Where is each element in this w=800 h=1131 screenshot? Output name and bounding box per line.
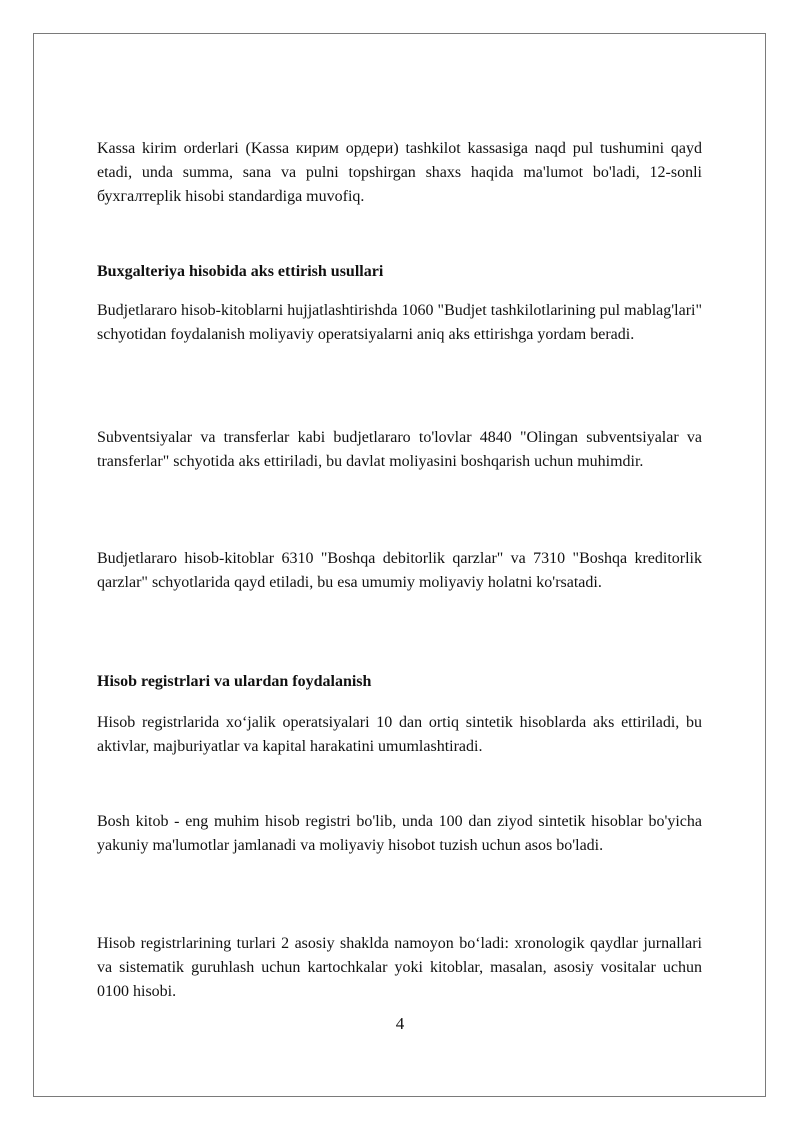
paragraph-budjetlararo-6310: Budjetlararo hisob-kitoblar 6310 "Boshqa debitorlik qarzlar" va 7310 "Boshqa kreditorlik qarzlar" schyotlarida qayd etiladi, bu esa umumiy moliyaviy holatni ko'rsatadi. <box>97 550 702 591</box>
paragraph-subventsiyalar: Subventsiyalar va transferlar kabi budjetlararo to'lovlar 4840 "Olingan subventsiyalar va transferlar" schyotida aks ettiriladi, bu davlat moliyasini boshqarish uchun muhimdir. <box>97 429 702 470</box>
heading-hisob-registrlari: Hisob registrlari va ulardan foydalanish <box>97 673 372 690</box>
heading-aks-ettirish-usullari: Buxgalteriya hisobida aks ettirish usullari <box>97 263 384 280</box>
paragraph-registr-turlari: Hisob registrlarining turlari 2 asosiy shaklda namoyon bo‘ladi: xronologik qaydlar jurnallari va sistematik guruhlash uchun kartochkalar yoki kitoblar, masalan, asosiy vositalar uchun 0100 hisobi. <box>97 935 702 1000</box>
paragraph-hisob-registrlarida: Hisob registrlarida xo‘jalik operatsiyalari 10 dan ortiq sintetik hisoblarda aks ettiriladi, bu aktivlar, majburiyatlar va kapital harakatini umumlashtiradi. <box>97 714 702 755</box>
paragraph-budjet-1060: Budjetlararo hisob-kitoblarni hujjatlashtirishda 1060 "Budjet tashkilotlarining pul mablag'lari" schyotidan foydalanish moliyaviy operatsiyalarni aniq aks ettirishga yordam beradi. <box>97 302 702 343</box>
paragraph-kassa-kirim: Kassa kirim orderlari (Kassa кирим ордери) tashkilot kassasiga naqd pul tushumini qayd etadi, unda summa, sana va pulni topshirgan shaxs haqida ma'lumot bo'ladi, 12-sonli бухгалтерlik hisobi standardiga muvofiq. <box>97 140 702 205</box>
page-number: 4 <box>395 1014 405 1033</box>
paragraph-bosh-kitob: Bosh kitob - eng muhim hisob registri bo'lib, unda 100 dan ziyod sintetik hisoblar bo'yicha yakuniy ma'lumotlar jamlanadi va moliyaviy hisobot tuzish uchun asos bo'ladi. <box>97 813 702 854</box>
